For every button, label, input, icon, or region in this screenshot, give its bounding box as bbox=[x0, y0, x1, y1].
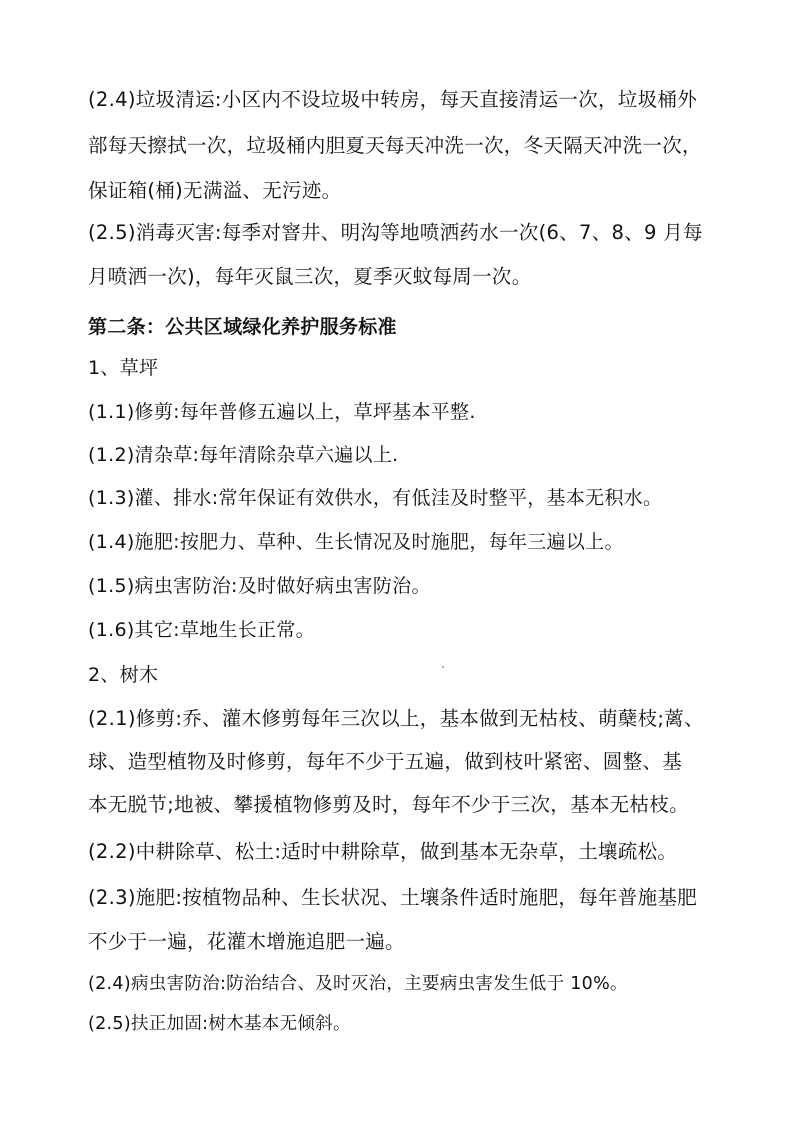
text-line: (1.4)施肥:按肥力、草种、生长情况及时施肥，每年三遍以上。 bbox=[88, 531, 624, 553]
text-line: 保证箱(桶)无满溢、无污迹。 bbox=[88, 179, 342, 202]
section-heading: 第二条：公共区域绿化养护服务标准 bbox=[88, 316, 397, 338]
text-line: (2.5)扶正加固:树木基本无倾斜。 bbox=[88, 1014, 351, 1034]
text-line: 部每天擦拭一次，垃圾桶内胆夏天每天冲洗一次，冬天隔天冲洗一次， bbox=[88, 134, 702, 157]
text-line: 月喷洒一次)，每年灭鼠三次，夏季灭蚊每周一次。 bbox=[88, 265, 532, 288]
subsection-heading: 2、树木 bbox=[88, 664, 159, 686]
text-line: (1.6)其它:草地生长正常。 bbox=[88, 619, 315, 641]
text-line: (2.1)修剪:乔、灌木修剪每年三次以上，基本做到无枯枝、萌蘖枝;蓠、 bbox=[88, 707, 704, 730]
subsection-heading: 1、草坪 bbox=[88, 357, 159, 379]
text-line: (2.2)中耕除草、松土:适时中耕除草，做到基本无杂草，土壤疏松。 bbox=[88, 840, 678, 863]
text-line: (1.5)病虫害防治:及时做好病虫害防治。 bbox=[88, 575, 431, 597]
text-line: (2.3)施肥:按植物品种、生长状况、土壤条件适时施肥，每年普施基肥 bbox=[88, 886, 697, 909]
text-line: (1.2)清杂草:每年清除杂草六遍以上. bbox=[88, 444, 399, 466]
text-line: (2.4)病虫害防治:防治结合、及时灭治，主要病虫害发生低于 10%。 bbox=[88, 974, 628, 994]
text-line: 本无脱节;地被、攀援植物修剪及时，每年不少于三次，基本无枯枝。 bbox=[88, 793, 689, 816]
text-line: (2.5)消毒灭害:每季对窨井、明沟等地喷洒药水一次(6、7、8、9 月每 bbox=[88, 221, 703, 244]
scan-speck bbox=[442, 666, 444, 668]
text-line: (1.3)灌、排水:常年保证有效供水，有低洼及时整平，基本无积水。 bbox=[88, 487, 663, 509]
text-line: 不少于一遍，花灌木增施追肥一遍。 bbox=[88, 930, 405, 953]
text-line: (2.4)垃圾清运:小区内不设垃圾中转房，每天直接清运一次，垃圾桶外 bbox=[88, 88, 697, 111]
text-line: (1.1)修剪:每年普修五遍以上，草坪基本平整. bbox=[88, 401, 476, 423]
text-line: 球、造型植物及时修剪，每年不少于五遍，做到枝叶紧密、圆整、基 bbox=[88, 750, 683, 773]
